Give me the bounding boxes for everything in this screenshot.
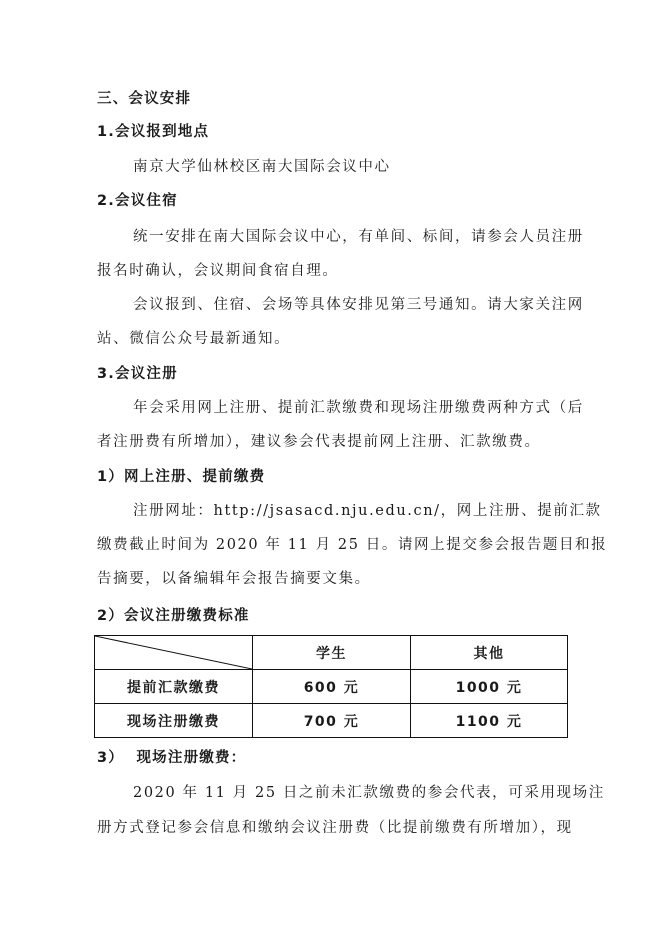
- subheading-fee-standard: 2）会议注册缴费标准: [97, 608, 250, 624]
- fee-table: [94, 635, 568, 738]
- paragraph: 会议报到、住宿、会场等具体安排见第三号通知。请大家关注网: [133, 297, 584, 313]
- column-header-student: 学生: [253, 636, 411, 670]
- paragraph: 站、微信公众号最新通知。: [97, 331, 291, 347]
- diagonal-header-cell: [95, 636, 253, 670]
- subheading-onsite-registration: 3） 现场注册缴费：: [97, 750, 247, 766]
- heading-registration-location: 1.会议报到地点: [97, 124, 210, 140]
- paragraph: 册方式登记参会信息和缴纳会议注册费（比提前缴费有所增加），现: [97, 820, 573, 836]
- paragraph: 年会采用网上注册、提前汇款缴费和现场注册缴费两种方式（后: [133, 400, 584, 416]
- cell-other-fee: 1100 元: [411, 704, 568, 738]
- paragraph: 者注册费有所增加），建议参会代表提前网上注册、汇款缴费。: [97, 434, 541, 450]
- row-label: 提前汇款缴费: [95, 670, 253, 704]
- row-label: 现场注册缴费: [95, 704, 253, 738]
- paragraph: 统一安排在南大国际会议中心，有单间、标间，请参会人员注册: [133, 229, 584, 245]
- heading-registration: 3.会议注册: [97, 366, 178, 382]
- table-header-row: [95, 636, 568, 670]
- paragraph: 南京大学仙林校区南大国际会议中心: [133, 159, 391, 175]
- subheading-online-registration: 1）网上注册、提前缴费: [97, 469, 266, 485]
- cell-student-fee: 600 元: [253, 670, 411, 704]
- table-row: [95, 704, 568, 738]
- cell-other-fee: 1000 元: [411, 670, 568, 704]
- paragraph: 注册网址：http://jsasacd.nju.edu.cn/，网上注册、提前汇款: [133, 503, 602, 519]
- section-title: 三、会议安排: [97, 91, 192, 107]
- diagonal-line-icon: [95, 636, 252, 669]
- heading-accommodation: 2.会议住宿: [97, 193, 178, 209]
- column-header-other: 其他: [411, 636, 568, 670]
- paragraph: 报名时确认，会议期间食宿自理。: [97, 263, 339, 279]
- paragraph: 告摘要，以备编辑年会报告摘要文集。: [97, 571, 371, 587]
- paragraph: 缴费截止时间为 2020 年 11 月 25 日。请网上提交参会报告题目和报: [97, 537, 608, 553]
- cell-student-fee: 700 元: [253, 704, 411, 738]
- table-row: [95, 670, 568, 704]
- paragraph: 2020 年 11 月 25 日之前未汇款缴费的参会代表，可采用现场注: [133, 785, 605, 801]
